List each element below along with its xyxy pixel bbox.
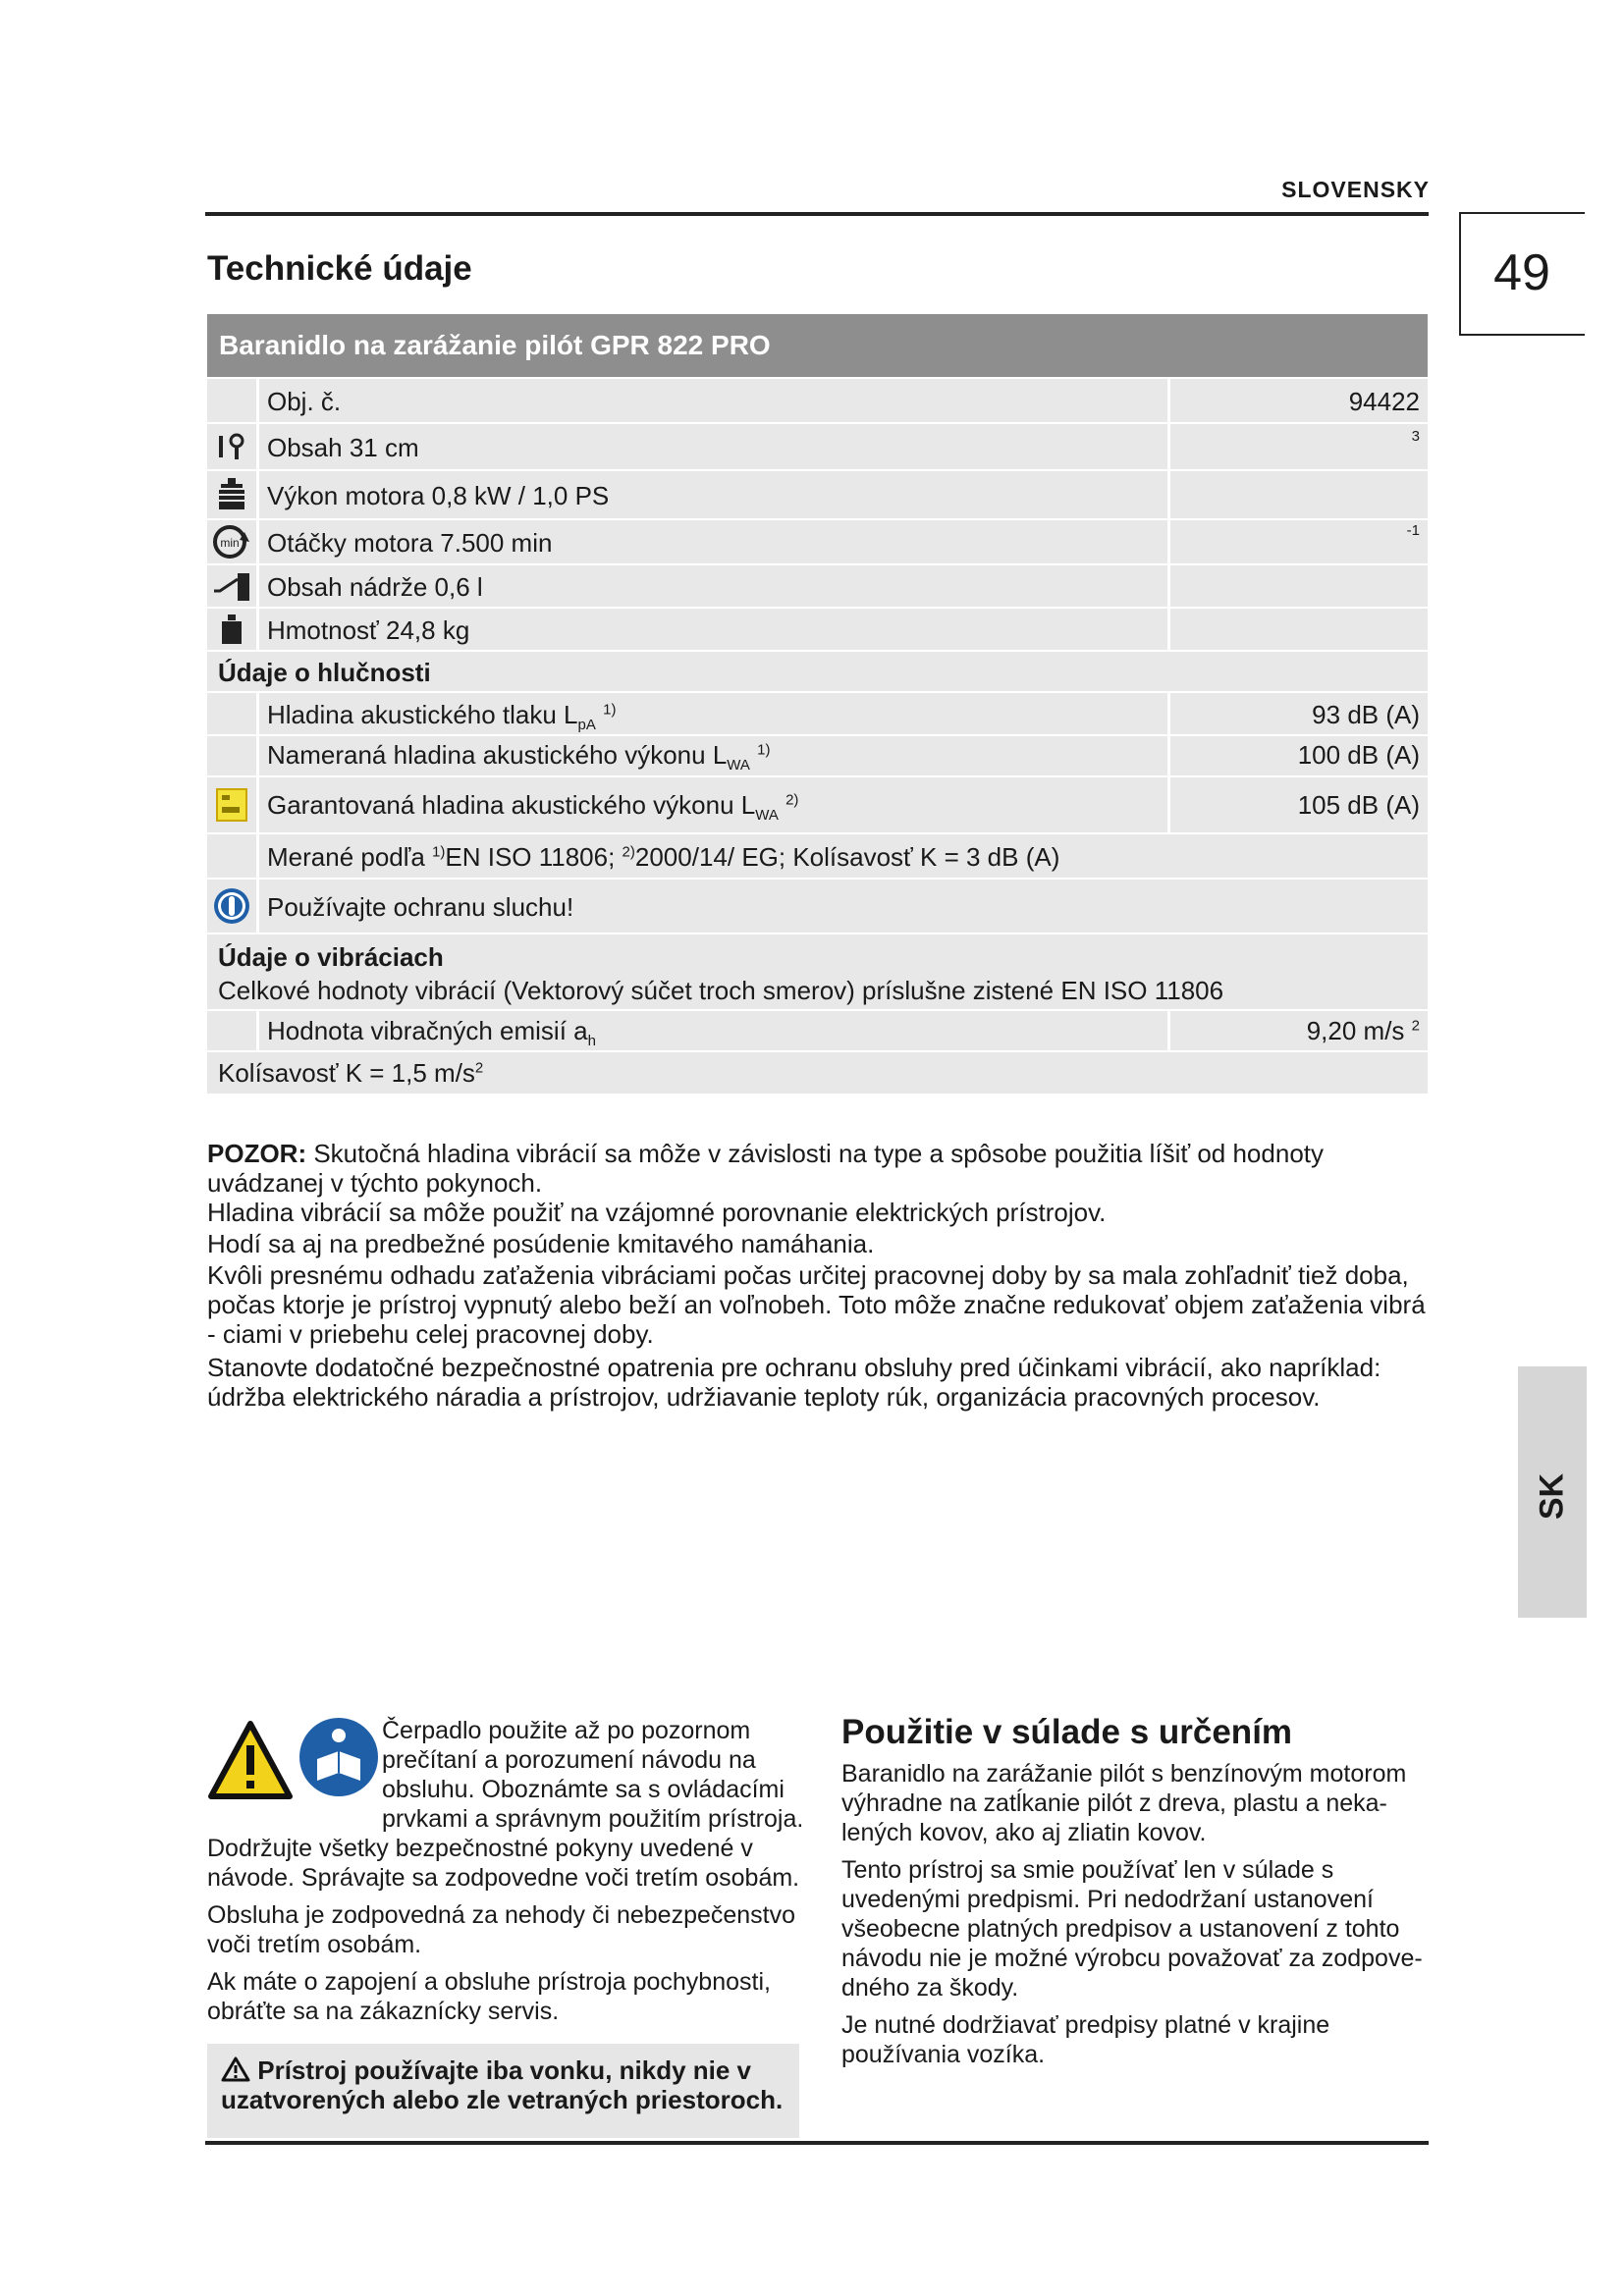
- row-label: Obsah 31 cm: [267, 433, 419, 462]
- row-value: 9,20 m/s $^2$: [1306, 1016, 1420, 1045]
- noise-heading-row: [207, 650, 1428, 691]
- spec-table: [207, 314, 1428, 1094]
- fuel-tank-icon: [207, 565, 256, 607]
- row-label: Otáčky motora 7.500 min: [267, 528, 553, 558]
- row-value: 100 dB (A): [1297, 740, 1420, 770]
- table-row: Garantovaná hladina akustického výkonu $L_{WA}$ $^{2)}$ 105 dB (A): [207, 775, 1428, 832]
- warning-icon: [221, 2056, 257, 2085]
- safety-service: Ak máte o zapojení a obsluhe prístroja pochybnosti, obráťte sa na zákaznícky servis.: [207, 1968, 771, 2025]
- table-row: Hodnota vibračných emisií $a_h$ 9,20 m/s $^2$: [207, 1009, 1428, 1050]
- vibration-desc-row: [207, 974, 1428, 1009]
- intended-use-column: [841, 1759, 1431, 2077]
- noise-label-icon: [207, 777, 256, 832]
- displacement-icon: [207, 424, 256, 469]
- language-tab-label: SK: [1533, 1472, 1571, 1521]
- row-value: 105 dB (A): [1297, 790, 1420, 820]
- row-value: 93 dB (A): [1312, 700, 1420, 729]
- row-label: Výkon motora 0,8 kW / 1,0 PS: [267, 481, 610, 510]
- row-value: 94422: [1348, 387, 1420, 416]
- measured-note: Merané podľa $^{1)}$EN ISO 11806; $^{2)}$2000/14/ EG; Kolísavosť K = 3 dB (A): [267, 842, 1060, 872]
- row-label: Hladina akustického tlaku L: [267, 700, 578, 729]
- outdoor-warning-box: [207, 2044, 799, 2138]
- svg-text:min: min: [220, 536, 240, 550]
- row-label: Nameraná hladina akustického výkonu L: [267, 740, 728, 770]
- header-rule: [205, 212, 1429, 216]
- notice-block: POZOR: Skutočná hladina vibrácií sa môže v závislosti na type a spôsobe použitia líšiť od hodnoty uvádzanej v týchto pokynoch. Hladina vibrácií sa môže použiť na vzájomné porovnanie elektrických prístrojov. Hodí sa aj na predbežné posúdenie kmitavého namáhania. Kvôli presnému odhadu zaťaženia vibráciami počas určitej pracovnej doby by sa mala zohľadniť tiež doba, počas ktorje je prístroj vypnutý alebo beží an voľnobeh. Toto môže značne redukovať objem zaťaženia vibrá - ciami v priebehu celej pracovnej doby. Stanovte dodatočné bezpečnostné opatrenia pre ochranu obsluhy pred účinkami vibrácií, ako napríklad: údržba elektrického náradia a prístrojov, udržiavanie teploty rúk, organizácia pracovných procesov.: [207, 1139, 1426, 1412]
- intended-use-p1: Baranidlo na zarážanie pilót s benzínovým motorom výhradne na zatĺkanie pilót z dreva, plastu a neka-lených kovov, ako aj zliatin kovov.: [841, 1760, 1407, 1846]
- notice-lead: POZOR:: [207, 1139, 307, 1168]
- safety-column: [207, 1716, 804, 2034]
- table-row: [207, 563, 1428, 607]
- intended-use-p3: Je nutné dodržiavať predpisy platné v krajine používania vozíka.: [841, 2011, 1330, 2068]
- row-superscript: -1: [1406, 522, 1420, 539]
- row-superscript: 3: [1411, 428, 1420, 445]
- page-number: 49: [1493, 244, 1550, 301]
- row-label: Obj. č.: [267, 387, 342, 416]
- table-row: [207, 832, 1428, 878]
- safety-responsibility: Obsluha je zodpovedná za nehody či nebezpečenstvo voči tretím osobám.: [207, 1901, 796, 1958]
- row-label: Hmotnosť 24,8 kg: [267, 615, 470, 645]
- intended-use-p2: Tento prístroj sa smie používať len v súlade s uvedenými predpismi. Pri nedodržaní ustanovení všeobecne platných predpisov a ustanovení z tohto návodu nie je možné výrobcu považovať za zodpove-dného za škody.: [841, 1856, 1423, 2002]
- table-row: [207, 469, 1428, 518]
- intended-use-title: Použitie v súlade s určením: [841, 1713, 1293, 1751]
- vibration-heading-row: [207, 933, 1428, 974]
- outdoor-warning-text: Prístroj používajte iba vonku, nikdy nie v uzatvorených alebo zle vetraných priestoroch.: [221, 2056, 784, 2114]
- row-label: Obsah nádrže 0,6 l: [267, 572, 483, 602]
- rpm-icon: [207, 520, 256, 563]
- table-row: Hladina akustického tlaku $L_{pA}$ $^{1)}$ 93 dB (A): [207, 691, 1428, 734]
- ear-protection-text: Používajte ochranu sluchu!: [267, 892, 574, 922]
- table-row: [207, 377, 1428, 422]
- noise-heading: Údaje o hlučnosti: [218, 658, 431, 687]
- vibration-k-row: [207, 1050, 1428, 1094]
- vibration-heading: Údaje o vibráciach: [218, 942, 444, 972]
- engine-icon: [207, 471, 256, 518]
- table-row: [207, 518, 1428, 563]
- language-label: SLOVENSKY: [1281, 177, 1430, 202]
- vibration-k: Kolísavosť K = 1,5 $m/s^2$: [218, 1058, 484, 1088]
- table-row: [207, 422, 1428, 469]
- table-row: Nameraná hladina akustického výkonu $L_{WA}$ $^{1)}$ 100 dB (A): [207, 734, 1428, 775]
- ear-protection-icon: [207, 880, 256, 933]
- footer-rule: [205, 2141, 1429, 2145]
- safety-intro: Čerpadlo použite až po pozornom prečítaní a porozumení návodu na obsluhu. Oboznámte sa s ovládacími prvkami a správnym použitím prístroja. Dodržujte všetky bezpečnostné pokyny uvedené v návode. Správajte sa zodpovedne voči tretím osobám.: [207, 1717, 804, 1892]
- weight-icon: [207, 609, 256, 650]
- table-row: [207, 878, 1428, 933]
- row-label: Hodnota vibračných emisií a: [267, 1016, 588, 1045]
- spec-table-title: Baranidlo na zarážanie pilót GPR 822 PRO: [207, 314, 1428, 377]
- section-title: Technické údaje: [207, 249, 472, 288]
- row-label: Garantovaná hladina akustického výkonu L: [267, 790, 756, 820]
- warning-manual-icons: [207, 1716, 384, 1806]
- vibration-desc: Celkové hodnoty vibrácií (Vektorový súčet troch smerov) príslušne zistené EN ISO 11806: [218, 976, 1224, 1005]
- table-row: [207, 607, 1428, 650]
